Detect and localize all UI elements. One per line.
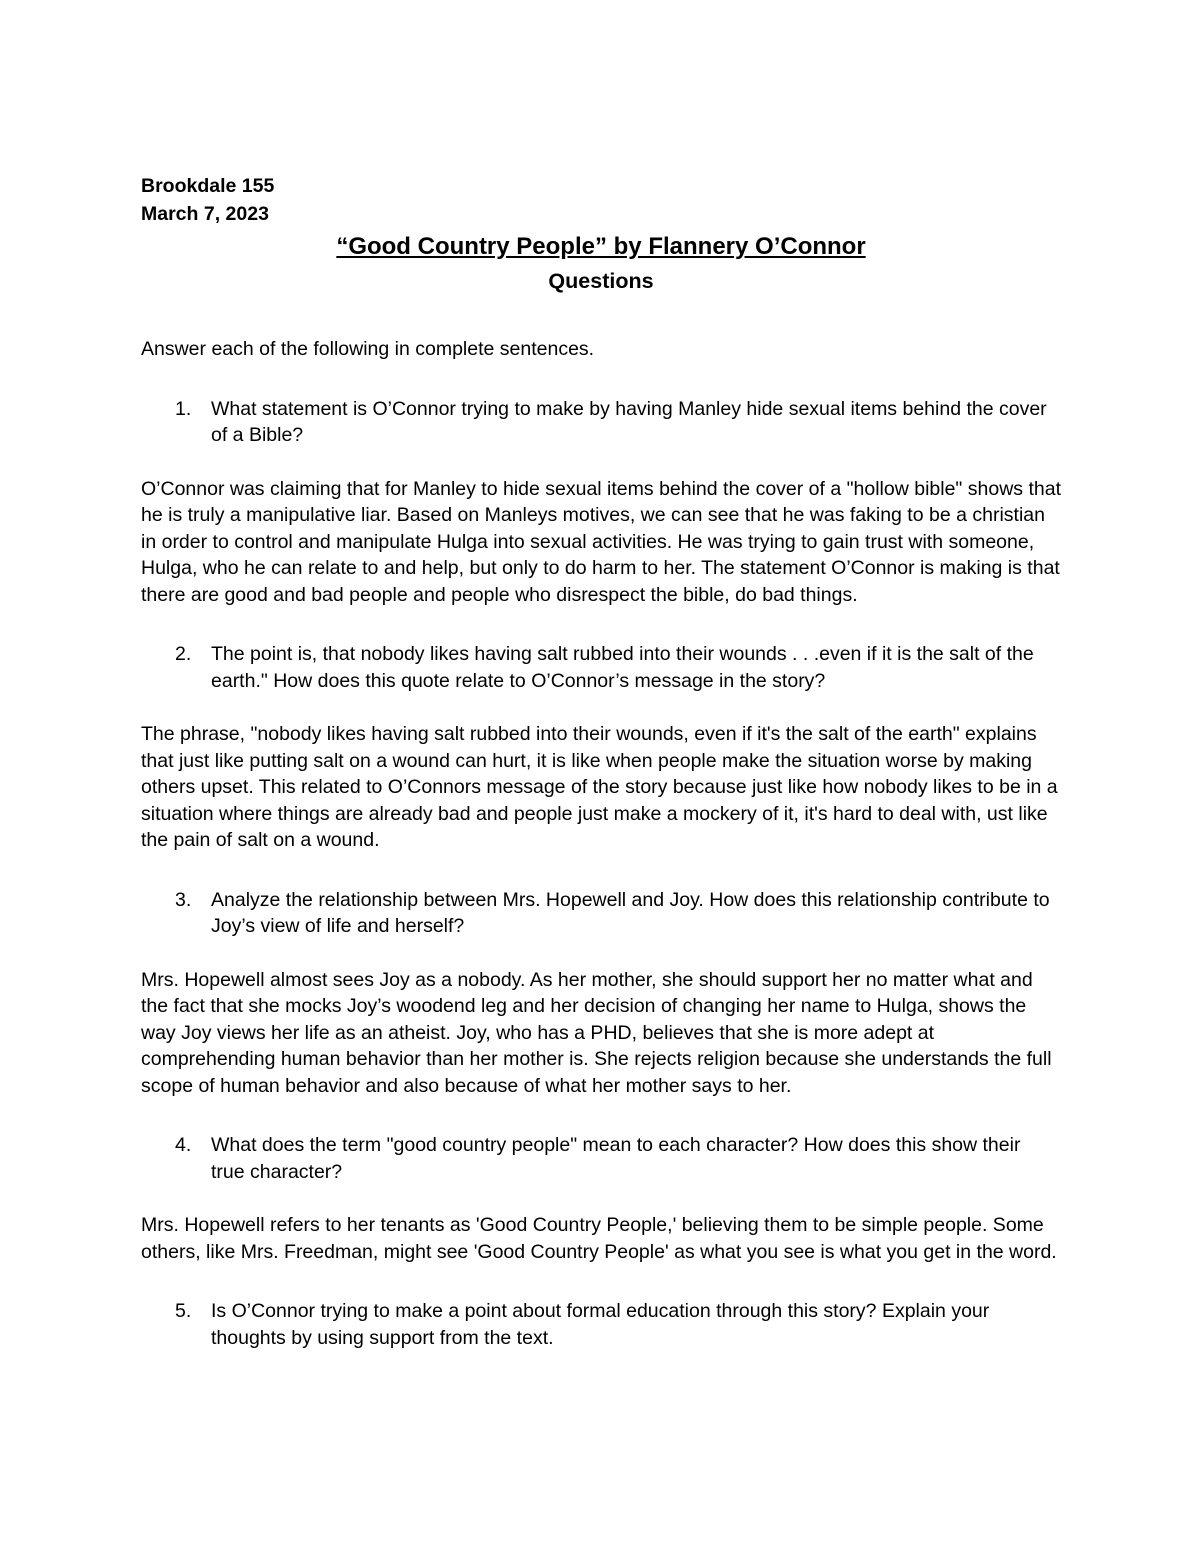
- question-1: [141, 396, 1061, 449]
- question-4: [141, 1132, 1061, 1185]
- question-text: Analyze the relationship between Mrs. Hopewell and Joy. How does this relationship contribute to Joy’s view of life and herself?: [211, 888, 1050, 937]
- document-page: [141, 172, 1061, 1351]
- question-2: [141, 641, 1061, 694]
- question-number: 4.: [175, 1134, 192, 1156]
- document-date: March 7, 2023: [141, 203, 269, 225]
- question-5: [141, 1298, 1061, 1351]
- question-number: 3.: [175, 888, 192, 911]
- question-number: 1.: [175, 397, 192, 420]
- question-number: 5.: [175, 1300, 192, 1322]
- answer-3: Mrs. Hopewell almost sees Joy as a nobody. As her mother, she should support her no matter what and the fact that she mocks Joy’s woodend leg and her decision of changing her name to Hulga, shows the way Joy views her life as an atheist. Joy, who has a PHD, believes that she is more adept at comprehending human behavior than her mother is. She rejects religion because she understands the full scope of human behavior and also because of what her mother says to her.: [141, 968, 1052, 1097]
- answer-2: The phrase, "nobody likes having salt rubbed into their wounds, even if it's the salt of the earth" explains that just like putting salt on a wound can hurt, it is like when people make the situation worse by making others upset. This related to O’Connors message of the story because just like how nobody likes to be in a situation where things are already bad and people just make a mockery of it, it's hard to deal with, ust like the pain of salt on a wound.: [141, 723, 1058, 851]
- instructions: Answer each of the following in complete sentences.: [141, 338, 595, 360]
- question-3: [141, 887, 1061, 940]
- document-subtitle: Questions: [548, 269, 654, 293]
- question-text: What does the term "good country people" mean to each character? How does this show their true character?: [211, 1134, 1021, 1183]
- question-text: What statement is O’Connor trying to make by having Manley hide sexual items behind the cover of a Bible?: [211, 397, 1047, 446]
- question-text: Is O’Connor trying to make a point about formal education through this story? Explain your thoughts by using support from the text.: [211, 1300, 990, 1349]
- answer-4: Mrs. Hopewell refers to her tenants as 'Good Country People,' believing them to be simple people. Some others, like Mrs. Freedman, might see 'Good Country People' as what you see is what you get in the word.: [141, 1214, 1057, 1263]
- answer-1: O’Connor was claiming that for Manley to hide sexual items behind the cover of a "hollow bible" shows that he is truly a manipulative liar. Based on Manleys motives, we can see that he was faking to be a christian in order to control and manipulate Hulga into sexual activities. He was trying to gain trust with someone, Hulga, who he can relate to and help, but only to do harm to her. The statement O’Connor is making is that there are good and bad people and people who disrespect the bible, do bad things.: [141, 477, 1061, 606]
- document-title: “Good Country People” by Flannery O’Connor: [336, 233, 866, 260]
- student-name: Brookdale 155: [141, 175, 275, 197]
- question-number: 2.: [175, 643, 192, 665]
- question-text: The point is, that nobody likes having salt rubbed into their wounds . . .even if it is the salt of the earth." How does this quote relate to O’Connor’s message in the story?: [211, 643, 1034, 692]
